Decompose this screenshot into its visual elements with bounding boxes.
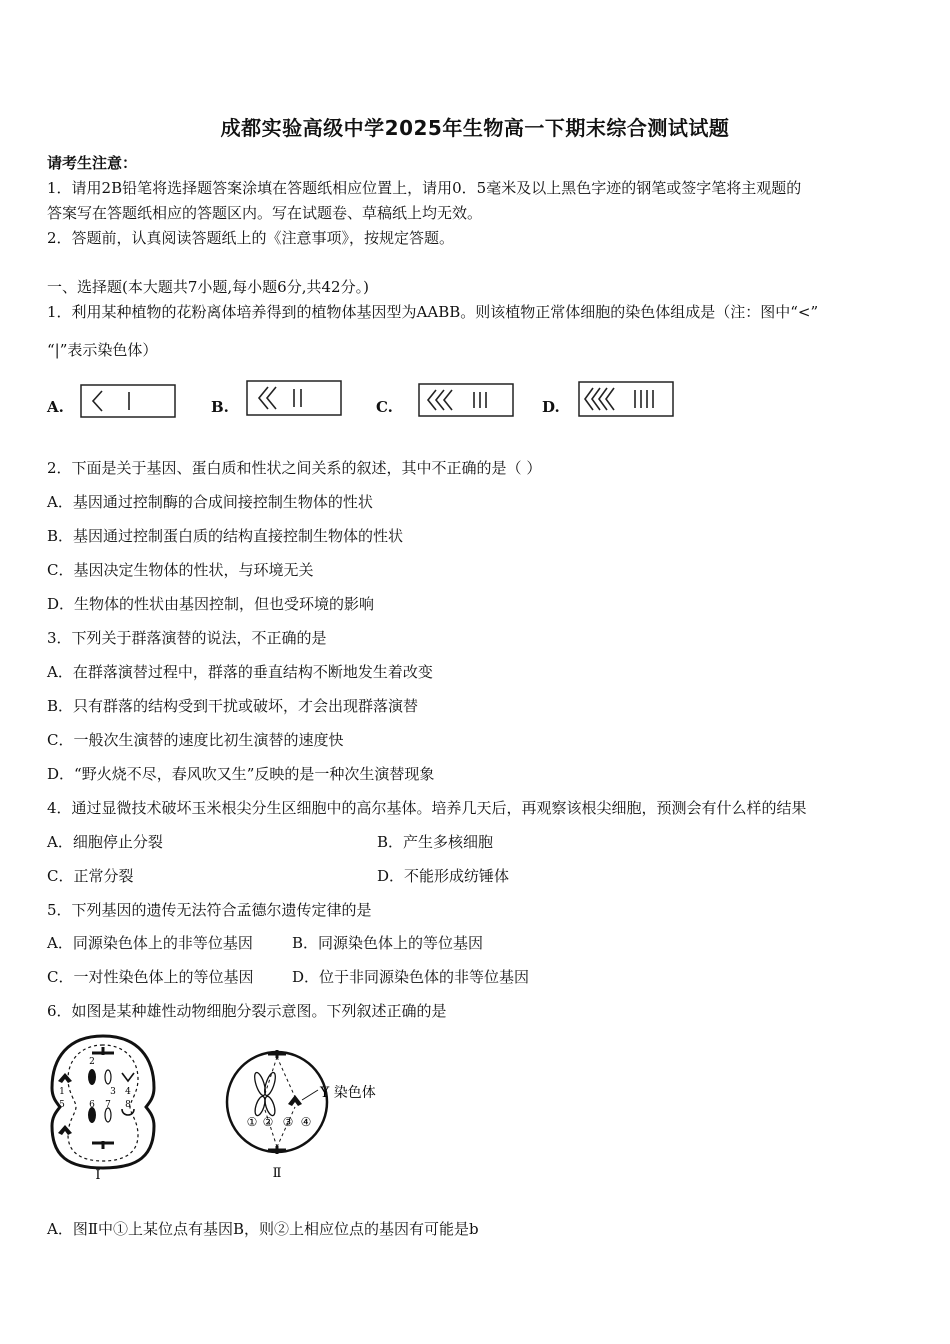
fig1-number-2: 2 <box>89 1057 95 1067</box>
q1-option-c-label: C. <box>376 398 393 416</box>
q3-option-a: A．在群落演替过程中，群落的垂直结构不断地发生着改变 <box>47 663 433 681</box>
fig1-number-6: 6 <box>89 1100 95 1110</box>
fig1-number-3: 3 <box>110 1087 116 1097</box>
notice-line-1b: 答案写在答题纸相应的答题区内。写在试题卷、草稿纸上均无效。 <box>47 204 483 222</box>
q3-option-b: B．只有群落的结构受到干扰或破坏，才会出现群落演替 <box>47 697 419 715</box>
q2-option-a: A．基因通过控制酶的合成间接控制生物体的性状 <box>47 493 373 511</box>
q6-option-a: A．图Ⅱ中①上某位点有基因B，则②上相应位点的基因有可能是b <box>47 1220 479 1238</box>
q5-option-d: D．位于非同源染色体的非等位基因 <box>292 968 530 986</box>
fig1-number-7: 7 <box>105 1100 111 1110</box>
fig2-number-3: ③ <box>282 1115 294 1129</box>
q1-option-a-label: A. <box>47 398 64 416</box>
fig1-number-4: 4 <box>125 1087 131 1097</box>
q6-stem: 6．如图是某种雄性动物细胞分裂示意图。下列叙述正确的是 <box>47 1002 447 1020</box>
q1-option-d-figure <box>578 381 674 417</box>
q6-figure-2 <box>222 1042 402 1182</box>
notice-line-2: 2．答题前，认真阅读答题纸上的《注意事项》，按规定答题。 <box>47 229 455 247</box>
fig2-number-1: ① <box>246 1115 258 1129</box>
fig2-label: Ⅱ <box>272 1166 282 1181</box>
q1-option-b-label: B. <box>211 398 229 416</box>
y-chromosome-label: Y 染色体 <box>320 1085 376 1101</box>
q5-option-c: C．一对性染色体上的等位基因 <box>47 968 254 986</box>
fig2-number-2: ② <box>262 1115 274 1129</box>
fig1-number-1: 1 <box>59 1087 65 1097</box>
section-heading: 一、选择题(本大题共7小题,每小题6分,共42分。) <box>47 278 369 296</box>
notice-line-1: 1．请用2B铅笔将选择题答案涂填在答题纸相应位置上，请用0．5毫米及以上黑色字迹的钢笔或签字笔将主观题的 <box>47 179 802 197</box>
q3-option-d: D．“野火烧不尽，春风吹又生”反映的是一种次生演替现象 <box>47 765 435 783</box>
q4-option-a: A．细胞停止分裂 <box>47 833 163 851</box>
page-title: 成都实验高级中学2025年生物高一下期末综合测试试题 <box>220 116 730 140</box>
q4-option-c: C．正常分裂 <box>47 867 134 885</box>
q3-option-c: C．一般次生演替的速度比初生演替的速度快 <box>47 731 344 749</box>
fig1-label: Ⅰ <box>95 1168 101 1183</box>
fig2-number-4: ④ <box>300 1115 312 1129</box>
q5-stem: 5．下列基因的遗传无法符合孟德尔遗传定律的是 <box>47 901 372 919</box>
q5-option-b: B．同源染色体上的等位基因 <box>292 934 484 952</box>
notice-heading: 请考生注意： <box>47 154 138 172</box>
q1-stem: 1．利用某种植物的花粉离体培养得到的植物体基因型为AABB。则该植物正常体细胞的染色体组成是（注：图中“<” <box>47 303 819 321</box>
q6-figure-1 <box>48 1033 158 1183</box>
q4-option-b: B．产生多核细胞 <box>377 833 494 851</box>
q1-option-d-label: D. <box>542 398 560 416</box>
q2-option-d: D．生物体的性状由基因控制，但也受环境的影响 <box>47 595 375 613</box>
fig1-number-5: 5 <box>59 1100 65 1110</box>
q5-option-a: A．同源染色体上的非等位基因 <box>47 934 253 952</box>
q4-stem: 4．通过显微技术破坏玉米根尖分生区细胞中的高尔基体。培养几天后，再观察该根尖细胞，预测会有什么样的结果 <box>47 799 807 817</box>
q2-option-c: C．基因决定生物体的性状，与环境无关 <box>47 561 314 579</box>
q1-stem-2: “|”表示染色体） <box>47 341 158 359</box>
q2-stem: 2．下面是关于基因、蛋白质和性状之间关系的叙述，其中不正确的是（ ） <box>47 459 542 477</box>
fig1-number-8: 8 <box>125 1100 131 1110</box>
q4-option-d: D．不能形成纺锤体 <box>377 867 510 885</box>
q2-option-b: B．基因通过控制蛋白质的结构直接控制生物体的性状 <box>47 527 404 545</box>
q3-stem: 3．下列关于群落演替的说法，不正确的是 <box>47 629 327 647</box>
q1-option-c-figure <box>418 383 514 417</box>
q1-option-a-figure <box>80 384 176 418</box>
q1-option-b-figure <box>246 380 342 416</box>
